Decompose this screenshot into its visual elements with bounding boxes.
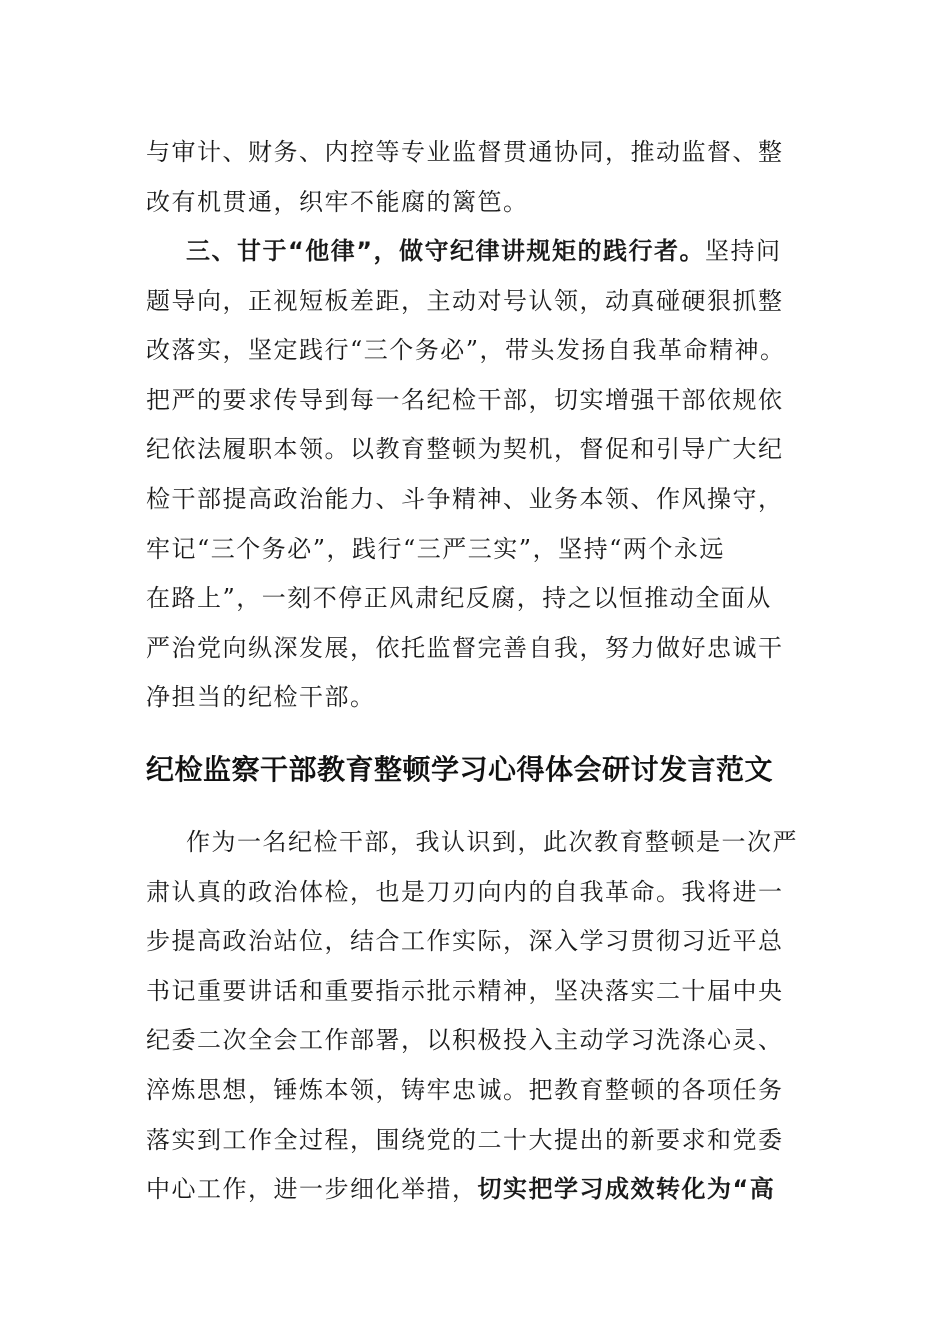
- paragraph-line: 作为一名纪检干部，我认识到，此次教育整顿是一次严: [186, 828, 798, 856]
- paragraph-line: 牢记“三个务必”，践行“三严三实”，坚持“两个永远: [146, 534, 725, 563]
- paragraph-line: 净担当的纪检干部。: [146, 683, 376, 712]
- section-three-first-line-rest: 坚持问: [705, 237, 782, 265]
- article-paragraph: [146, 818, 806, 1215]
- paragraph-line: 把严的要求传导到每一名纪检干部，切实增强干部依规依: [146, 385, 784, 414]
- article-last-line-normal: 中心工作，进一步细化举措，: [146, 1175, 478, 1204]
- article-title: 纪检监察干部教育整顿学习心得体会研讨发言范文: [146, 753, 774, 786]
- section-three-heading: 三、甘于“他律”，做守纪律讲规矩的践行者。: [186, 237, 706, 265]
- section-three-first-line: [146, 227, 806, 277]
- paragraph-line: 题导向，正视短板差距，主动对号认领，动真碰硬狠抓整: [146, 286, 784, 315]
- paragraph-line: 改落实，坚定践行“三个务必”，带头发扬自我革命精神。: [146, 336, 786, 365]
- paragraph-line: 与审计、财务、内控等专业监督贯通协同，推动监督、整: [146, 138, 784, 166]
- paragraph-line: 书记重要讲话和重要指示批示精神，坚决落实二十届中央: [146, 976, 784, 1005]
- article-last-line-bold: 切实把学习成效转化为“高: [477, 1175, 776, 1204]
- section-one-paragraph: [146, 128, 806, 227]
- paragraph-line: 改有机贯通，织牢不能腐的篱笆。: [146, 187, 529, 216]
- paragraph-line: 检干部提高政治能力、斗争精神、业务本领、作风操守，: [146, 484, 784, 513]
- paragraph-line: 纪委二次全会工作部署，以积极投入主动学习洗涤心灵、: [146, 1026, 784, 1055]
- paragraph-line: 肃认真的政治体检，也是刀刃向内的自我革命。我将进一: [146, 877, 784, 906]
- article-last-line: [146, 1165, 806, 1215]
- paragraph-line: 纪依法履职本领。以教育整顿为契机，督促和引导广大纪: [146, 435, 784, 464]
- paragraph-line: 严治党向纵深发展，依托监督完善自我，努力做好忠诚干: [146, 633, 784, 662]
- paragraph-line: 淬炼思想，锤炼本领，铸牢忠诚。把教育整顿的各项任务: [146, 1075, 784, 1104]
- paragraph-line: 落实到工作全过程，围绕党的二十大提出的新要求和党委: [146, 1125, 784, 1154]
- paragraph-line: 在路上”，一刻不停正风肃纪反腐，持之以恒推动全面从: [146, 584, 772, 613]
- paragraph-line: 步提高政治站位，结合工作实际，深入学习贯彻习近平总: [146, 927, 784, 956]
- section-three-paragraph: [146, 227, 806, 723]
